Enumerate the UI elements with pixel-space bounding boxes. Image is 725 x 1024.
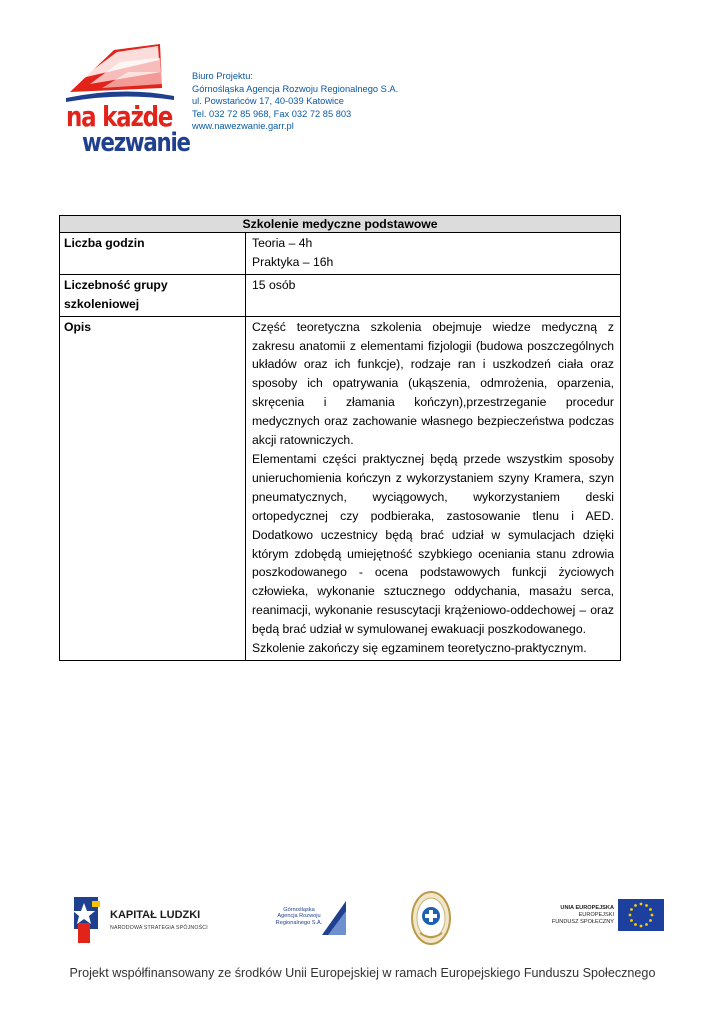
na-kazde-wezwanie-logo: [62, 38, 190, 158]
rescue-cross-icon: [410, 889, 452, 947]
eu-line: FUNDUSZ SPOŁECZNY: [551, 919, 614, 925]
ship-hull-icon: [62, 38, 180, 108]
description-value: [246, 316, 621, 660]
theory-hours: Teoria – 4h: [252, 236, 313, 250]
rescue-emblem: [410, 889, 452, 947]
garr-name-line: Górnośląska: [283, 907, 315, 913]
eu-social-fund-logo: [542, 897, 664, 941]
description-theory: Część teoretyczna szkolenia obejmuje wiedze medyczną z zakresu anatomii z elementami fizjologii (budowa poszczególnych układów oraz ich funkcje), rodzaje ran i uszkodzeń ciała oraz sposoby ich opatrywania (ukąszenia, odmrożenia, oparzenia, skręcenia i złamania kończyn),przestrzeganie procedur medycznych oraz zachowanie własnego bezpieczeństwa podczas akcji ratowniczych.: [252, 319, 614, 448]
description-exam: Szkolenie zakończy się egzaminem teoretyczno-praktycznym.: [252, 641, 587, 656]
kapital-ludzki-logo: [68, 893, 218, 945]
group-size-value: 15 osób: [246, 274, 621, 316]
garr-name-line: Regionalnego S.A.: [275, 919, 323, 926]
cofinancing-statement: Projekt współfinansowany ze środków Unii Europejskiej w ramach Europejskiego Funduszu Społecznego: [69, 966, 656, 980]
practice-hours: Praktyka – 16h: [252, 254, 334, 269]
garr-name: [274, 907, 324, 926]
kapital-ludzki-title: KAPITAŁ LUDZKI: [110, 909, 201, 921]
address-line: ul. Powstańców 17, 40-039 Katowice: [192, 96, 344, 106]
eu-line: EUROPEJSKI: [578, 912, 614, 918]
footer-logos: [0, 885, 725, 955]
eu-text: [542, 905, 614, 926]
hours-label: Liczba godzin: [60, 233, 246, 275]
project-office-address: [192, 70, 398, 133]
table-row: [60, 233, 621, 275]
description-label: Opis: [60, 316, 246, 660]
address-line: Biuro Projektu:: [192, 71, 253, 81]
course-info-table: [59, 215, 621, 661]
garr-name-line: Agencja Rozwoju: [277, 913, 321, 920]
address-line: www.nawezwanie.garr.pl: [192, 121, 294, 131]
garr-sail-icon: [320, 899, 348, 939]
kapital-ludzki-subtitle: NARODOWA STRATEGIA SPÓJNOŚCI: [110, 925, 208, 931]
logo-text-top: na każde: [66, 100, 173, 133]
table-title: Szkolenie medyczne podstawowe: [60, 216, 621, 233]
eu-flag-icon: [618, 899, 664, 931]
address-line: Tel. 032 72 85 968, Fax 032 72 85 803: [192, 108, 352, 119]
logo-text-bottom: wezwanie: [82, 128, 190, 158]
table-title-row: [60, 216, 621, 233]
kapital-ludzki-star-icon: [68, 893, 108, 945]
table-row: [60, 316, 621, 660]
address-line: Górnośląska Agencja Rozwoju Regionalnego S.A.: [192, 83, 399, 94]
garr-logo: [272, 895, 350, 943]
hours-value: [246, 233, 621, 275]
eu-line: UNIA EUROPEJSKA: [560, 905, 614, 911]
group-size-label: Liczebność grupy szkoleniowej: [60, 274, 246, 316]
table-row: [60, 274, 621, 316]
description-practice: Elementami części praktycznej będą przede wszystkim sposoby unieruchomienia kończyn z wykorzystaniem szyny Kramera, szyn pneumatycznych, wyciągowych, wykorzystaniem deski ortopedycznej czy podbieraka, zastosowanie tlenu i AED. Dodatkowo uczestnicy będą brać udział w symulacjach dzięki którym zdobędą umiejętność szybkiego oceniania stanu zdrowia poszkodowanego - ocena podstawowych funkcji życiowych człowieka, wykonanie sztucznego oddychania, masażu serca, reanimacji, wykonanie resuscytacji krążeniowo-oddechowej – oraz będą brać udział w symulowanej ewakuacji poszkodowanego.: [252, 451, 614, 637]
